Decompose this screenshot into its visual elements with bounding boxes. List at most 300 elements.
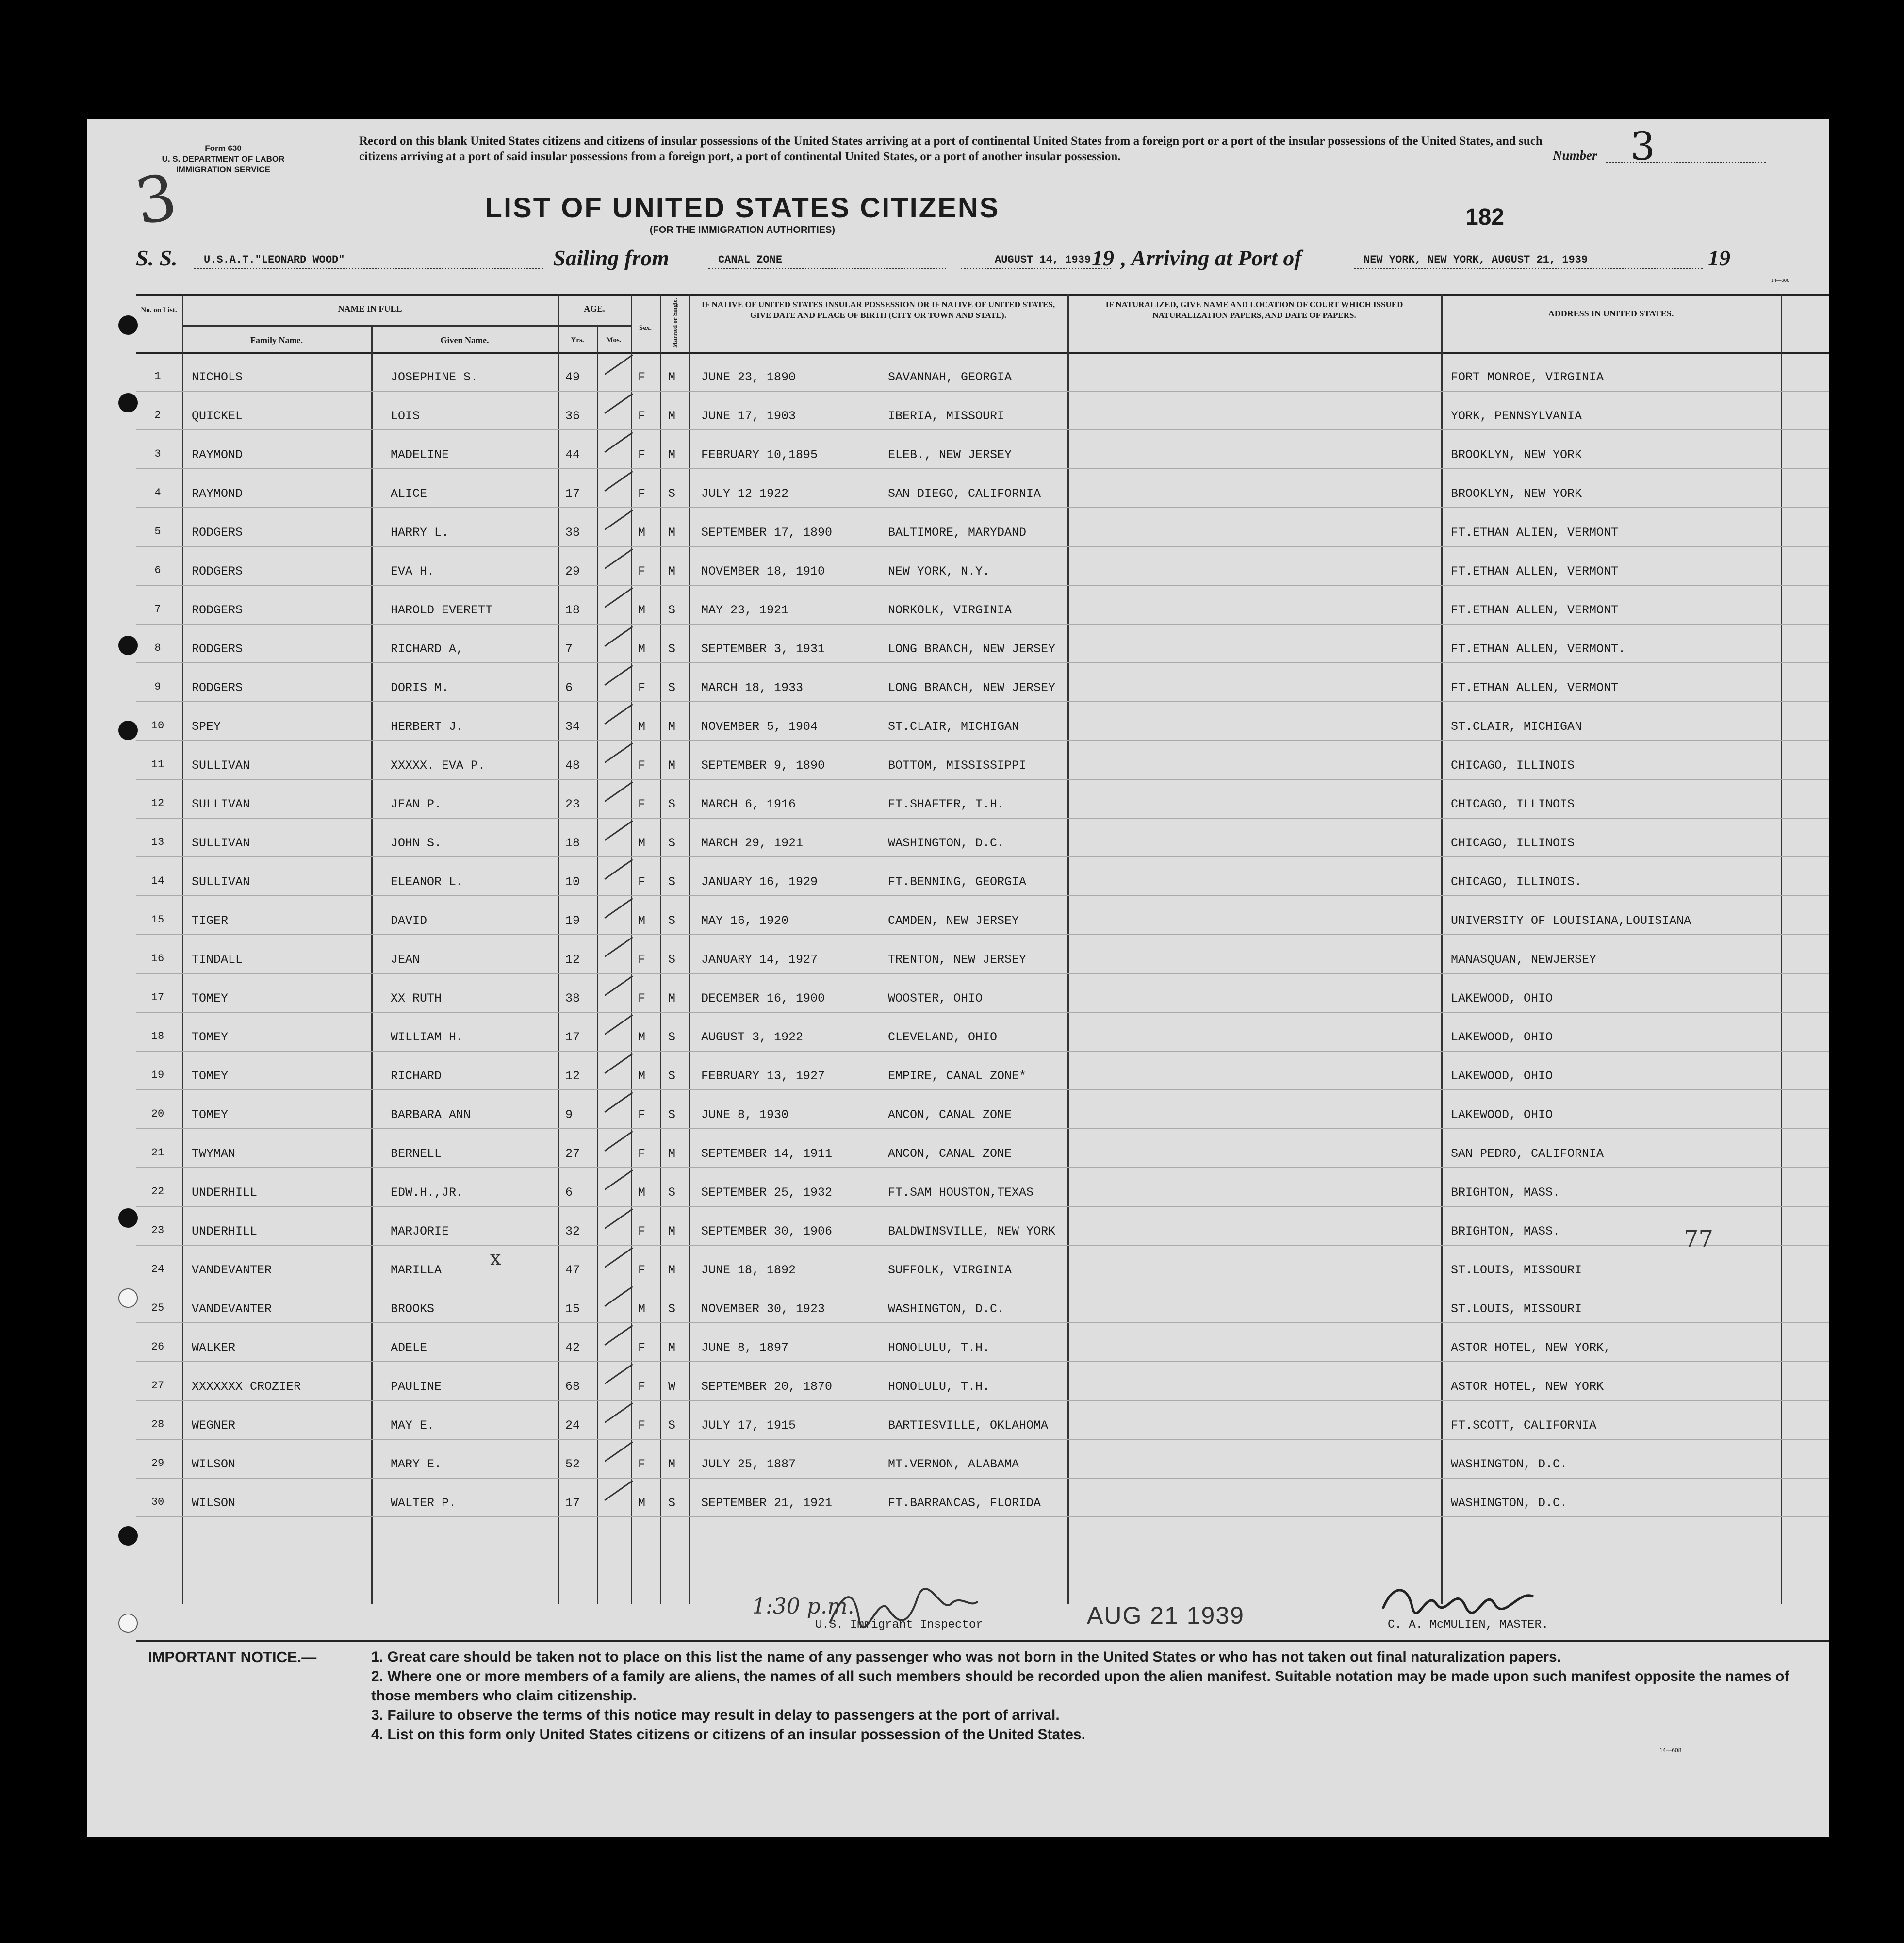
table-row [136, 1206, 1829, 1245]
check-mark-icon [604, 937, 633, 957]
row-number: 7 [154, 603, 161, 615]
birth-date: FEBRUARY 10,1895 [701, 448, 818, 462]
family-name: TIGER [192, 914, 229, 928]
page-title: LIST OF UNITED STATES CITIZENS [485, 192, 1000, 224]
row-number: 10 [151, 720, 164, 732]
us-address: WASHINGTON, D.C. [1451, 1457, 1568, 1471]
given-name: HAROLD EVERETT [391, 603, 493, 617]
punch-hole [118, 1614, 138, 1633]
sex: M [638, 603, 646, 617]
family-name: SULLIVAN [192, 758, 250, 773]
us-address: CHICAGO, ILLINOIS [1451, 836, 1575, 850]
table-row [136, 1284, 1829, 1322]
birth-date: SEPTEMBER 14, 1911 [701, 1147, 833, 1161]
family-name: SULLIVAN [192, 836, 250, 850]
birth-place: FT.BARRANCAS, FLORIDA [888, 1496, 1041, 1510]
table-row [136, 429, 1829, 468]
family-name: TOMEY [192, 991, 229, 1005]
table-row [136, 391, 1829, 429]
margin-note-77: 77 [1684, 1225, 1714, 1252]
master-signature-icon [1378, 1580, 1538, 1623]
check-mark-icon [604, 1247, 633, 1268]
sex: M [638, 1186, 646, 1200]
row-number: 18 [151, 1030, 164, 1042]
family-name: VANDEVANTER [192, 1302, 272, 1316]
table-row [136, 585, 1829, 624]
sex: M [638, 1302, 646, 1316]
family-name: TOMEY [192, 1108, 229, 1122]
table-row [136, 856, 1829, 895]
check-mark-icon [604, 1402, 633, 1423]
marital-status: M [668, 370, 676, 384]
birth-date: JULY 12 1922 [701, 487, 789, 501]
given-name: RICHARD [391, 1069, 442, 1083]
row-number: 15 [151, 914, 164, 926]
us-address: FT.ETHAN ALLEN, VERMONT [1451, 603, 1619, 617]
row-number: 4 [154, 487, 161, 499]
given-name: JEAN P. [391, 797, 442, 811]
marital-status: S [668, 1030, 676, 1044]
us-address: WASHINGTON, D.C. [1451, 1496, 1568, 1510]
sex: F [638, 1418, 646, 1433]
marital-status: M [668, 448, 676, 462]
birth-place: MT.VERNON, ALABAMA [888, 1457, 1019, 1471]
row-number: 23 [151, 1224, 164, 1236]
given-name: JOHN S. [391, 836, 442, 850]
family-name: WILSON [192, 1496, 236, 1510]
sailing-date: AUGUST 14, 1939 [961, 254, 1111, 269]
table-row [136, 701, 1829, 740]
us-address: FT.ETHAN ALLEN, VERMONT [1451, 564, 1619, 578]
family-name: SULLIVAN [192, 797, 250, 811]
check-mark-icon [604, 820, 633, 841]
punch-hole [118, 636, 138, 655]
sex: F [638, 875, 646, 889]
marital-status: M [668, 1457, 676, 1471]
age-years: 10 [565, 875, 580, 889]
arriving-label: , Arriving at Port of [1121, 246, 1302, 270]
table-row [136, 1051, 1829, 1089]
row-number: 16 [151, 953, 164, 965]
us-address: ST.LOUIS, MISSOURI [1451, 1302, 1582, 1316]
age-years: 44 [565, 448, 580, 462]
sex: F [638, 370, 646, 384]
notice-item-4: 4. List on this form only United States citizens or citizens of an insular possession of the United States. [371, 1727, 1085, 1743]
age-years: 36 [565, 409, 580, 423]
marital-status: S [668, 836, 676, 850]
family-name: WEGNER [192, 1418, 236, 1433]
us-address: FORT MONROE, VIRGINIA [1451, 370, 1604, 384]
birth-date: AUGUST 3, 1922 [701, 1030, 804, 1044]
notice-item-1: 1. Great care should be taken not to place on this list the name of any passenger who was not born in the United States or who has not taken out final naturalization papers. [371, 1649, 1561, 1665]
birth-place: NEW YORK, N.Y. [888, 564, 990, 578]
birth-date: SEPTEMBER 9, 1890 [701, 758, 825, 773]
row-number: 22 [151, 1186, 164, 1198]
punch-hole [118, 315, 138, 335]
check-mark-icon [604, 1169, 633, 1190]
sex: M [638, 642, 646, 656]
age-years: 24 [565, 1418, 580, 1433]
sex: F [638, 991, 646, 1005]
us-address: BROOKLYN, NEW YORK [1451, 448, 1582, 462]
birth-place: SUFFOLK, VIRGINIA [888, 1263, 1012, 1277]
arrival-port: NEW YORK, NEW YORK, AUGUST 21, 1939 [1354, 254, 1703, 269]
row-number: 28 [151, 1418, 164, 1431]
department: U. S. DEPARTMENT OF LABOR [162, 154, 285, 164]
birth-date: MARCH 6, 1916 [701, 797, 796, 811]
age-years: 48 [565, 758, 580, 773]
marital-status: S [668, 681, 676, 695]
birth-date: MARCH 18, 1933 [701, 681, 804, 695]
age-years: 29 [565, 564, 580, 578]
birth-date: MAY 23, 1921 [701, 603, 789, 617]
ship-name: U.S.A.T."LEONARD WOOD" [194, 254, 543, 269]
header-yrs: Yrs. [571, 336, 584, 344]
given-name: BERNELL [391, 1147, 442, 1161]
check-mark-icon [604, 742, 633, 763]
given-name: DORIS M. [391, 681, 449, 695]
birth-date: JULY 25, 1887 [701, 1457, 796, 1471]
signature-row [136, 1584, 1592, 1638]
birth-date: SEPTEMBER 25, 1932 [701, 1186, 833, 1200]
birth-place: LONG BRANCH, NEW JERSEY [888, 642, 1056, 656]
age-years: 18 [565, 603, 580, 617]
check-mark-icon [604, 1208, 633, 1229]
table-row [136, 1439, 1829, 1478]
us-address: ASTOR HOTEL, NEW YORK [1451, 1380, 1604, 1394]
row-number: 29 [151, 1457, 164, 1469]
age-years: 9 [565, 1108, 573, 1122]
marital-status: M [668, 1224, 676, 1238]
sex: F [638, 1341, 646, 1355]
age-years: 38 [565, 526, 580, 540]
table-row [136, 895, 1829, 934]
sex: M [638, 526, 646, 540]
birth-date: JANUARY 16, 1929 [701, 875, 818, 889]
page-subtitle: (FOR THE IMMIGRATION AUTHORITIES) [649, 225, 836, 235]
notice-item-3: 3. Failure to observe the terms of this notice may result in delay to passengers at the port of arrival. [371, 1707, 1060, 1723]
birth-date: NOVEMBER 30, 1923 [701, 1302, 825, 1316]
age-years: 52 [565, 1457, 580, 1471]
birth-place: BOTTOM, MISSISSIPPI [888, 758, 1027, 773]
marital-status: M [668, 991, 676, 1005]
marital-status: S [668, 797, 676, 811]
us-address: FT.SCOTT, CALIFORNIA [1451, 1418, 1597, 1433]
ship-line [136, 245, 1805, 274]
birth-date: JUNE 23, 1890 [701, 370, 796, 384]
family-name: WILSON [192, 1457, 236, 1471]
document-page [87, 119, 1829, 1837]
check-mark-icon [604, 1053, 633, 1074]
age-years: 12 [565, 953, 580, 967]
age-years: 38 [565, 991, 580, 1005]
form-number: Form 630 [205, 144, 242, 153]
sex: M [638, 1030, 646, 1044]
row-number: 27 [151, 1380, 164, 1392]
row-number: 20 [151, 1108, 164, 1120]
table-row [136, 352, 1829, 391]
birth-place: BALDWINSVILLE, NEW YORK [888, 1224, 1056, 1238]
family-name: WALKER [192, 1341, 236, 1355]
header-family: Family Name. [250, 335, 303, 345]
sex: M [638, 720, 646, 734]
row-number: 24 [151, 1263, 164, 1275]
row-number: 26 [151, 1341, 164, 1353]
row-number: 30 [151, 1496, 164, 1508]
inspector-label: U.S. Immigrant Inspector [815, 1618, 983, 1631]
row-number: 8 [154, 642, 161, 654]
birth-place: ELEB., NEW JERSEY [888, 448, 1012, 462]
sex: F [638, 1380, 646, 1394]
given-name: HERBERT J. [391, 720, 464, 734]
birth-date: JUNE 17, 1903 [701, 409, 796, 423]
given-name: BARBARA ANN [391, 1108, 471, 1122]
given-name: ADELE [391, 1341, 427, 1355]
birth-place: CAMDEN, NEW JERSEY [888, 914, 1019, 928]
handwritten-mark: 3 [130, 159, 182, 240]
time-note: 1:30 p.m. [752, 1594, 854, 1619]
table-row [136, 1322, 1829, 1361]
us-address: LAKEWOOD, OHIO [1451, 1069, 1553, 1083]
table-row [136, 546, 1829, 585]
birth-date: JUNE 8, 1897 [701, 1341, 789, 1355]
row-number: 1 [154, 370, 161, 382]
header-address: ADDRESS IN UNITED STATES. [1548, 309, 1674, 318]
row-number: 11 [151, 758, 164, 771]
birth-place: ST.CLAIR, MICHIGAN [888, 720, 1019, 734]
age-years: 49 [565, 370, 580, 384]
marital-status: S [668, 914, 676, 928]
header-sex: Sex. [639, 324, 652, 332]
table-row [136, 507, 1829, 546]
table-row [136, 1478, 1829, 1516]
check-mark-icon [604, 432, 633, 453]
age-years: 68 [565, 1380, 580, 1394]
birth-place: TRENTON, NEW JERSEY [888, 953, 1027, 967]
family-name: QUICKEL [192, 409, 243, 423]
birth-date: SEPTEMBER 3, 1931 [701, 642, 825, 656]
birth-date: JANUARY 14, 1927 [701, 953, 818, 967]
given-name: BROOKS [391, 1302, 435, 1316]
sex: M [638, 1496, 646, 1510]
punch-hole [118, 721, 138, 740]
birth-date: MAY 16, 1920 [701, 914, 789, 928]
birth-date: SEPTEMBER 30, 1906 [701, 1224, 833, 1238]
check-mark-icon [604, 781, 633, 802]
table-row [136, 624, 1829, 662]
given-name: XXXXX. EVA P. [391, 758, 486, 773]
header-mos: Mos. [606, 336, 622, 344]
birth-place: FT.SHAFTER, T.H. [888, 797, 1005, 811]
us-address: BROOKLYN, NEW YORK [1451, 487, 1582, 501]
row-number: 21 [151, 1147, 164, 1159]
birth-place: ANCON, CANAL ZONE [888, 1147, 1012, 1161]
age-years: 15 [565, 1302, 580, 1316]
family-name: NICHOLS [192, 370, 243, 384]
marital-status: M [668, 720, 676, 734]
given-name: WALTER P. [391, 1496, 457, 1510]
given-name: JOSEPHINE S. [391, 370, 478, 384]
us-address: MANASQUAN, NEWJERSEY [1451, 953, 1597, 967]
check-mark-icon [604, 626, 633, 647]
family-name: RAYMOND [192, 448, 243, 462]
row-number: 2 [154, 409, 161, 421]
given-name: MARILLA [391, 1263, 442, 1277]
marital-status: M [668, 1341, 676, 1355]
table-row [136, 818, 1829, 856]
us-address: LAKEWOOD, OHIO [1451, 1030, 1553, 1044]
age-years: 12 [565, 1069, 580, 1083]
year-suffix: 19 [1092, 246, 1114, 270]
subheader-rule [182, 325, 631, 327]
birth-place: SAN DIEGO, CALIFORNIA [888, 487, 1041, 501]
birth-place: BARTIESVILLE, OKLAHOMA [888, 1418, 1049, 1433]
age-years: 17 [565, 487, 580, 501]
header-note: Record on this blank United States citizens and citizens of insular possessions of the United States arriving at a port of continental United States from a foreign port or a port of the insular possessions of the United States, and such citizens arriving at a port of said insular possessions from a foreign port, a port of continental United States, or a port of another insular possession. [359, 134, 1543, 163]
sex: F [638, 487, 646, 501]
birth-place: LONG BRANCH, NEW JERSEY [888, 681, 1056, 695]
check-mark-icon [604, 548, 633, 569]
us-address: UNIVERSITY OF LOUISIANA,LOUISIANA [1451, 914, 1691, 928]
birth-place: HONOLULU, T.H. [888, 1341, 990, 1355]
birth-place: FT.SAM HOUSTON,TEXAS [888, 1186, 1034, 1200]
marital-status: S [668, 1302, 676, 1316]
age-years: 6 [565, 1186, 573, 1200]
age-years: 27 [565, 1147, 580, 1161]
table-row [136, 740, 1829, 779]
header-name-in-full: NAME IN FULL [338, 304, 402, 313]
marital-status: S [668, 1069, 676, 1083]
sex: F [638, 1457, 646, 1471]
sex: F [638, 681, 646, 695]
family-name: RODGERS [192, 564, 243, 578]
punch-hole [118, 393, 138, 412]
given-name: RICHARD A, [391, 642, 464, 656]
age-years: 34 [565, 720, 580, 734]
citizens-table [136, 294, 1829, 1604]
number-value: 3 [1630, 124, 1655, 169]
table-row [136, 1245, 1829, 1284]
marital-status: M [668, 564, 676, 578]
birth-place: HONOLULU, T.H. [888, 1380, 990, 1394]
marital-status: S [668, 603, 676, 617]
row-number: 19 [151, 1069, 164, 1081]
table-top-rule [136, 294, 1829, 296]
birth-place: IBERIA, MISSOURI [888, 409, 1005, 423]
check-mark-icon [604, 975, 633, 996]
sex: M [638, 836, 646, 850]
check-mark-icon [604, 1480, 633, 1501]
marital-status: S [668, 1496, 676, 1510]
birth-date: SEPTEMBER 20, 1870 [701, 1380, 833, 1394]
row-number: 13 [151, 836, 164, 848]
table-row [136, 1167, 1829, 1206]
inspector-signature-icon [825, 1580, 980, 1638]
marital-status: W [668, 1380, 676, 1394]
given-name: ALICE [391, 487, 427, 501]
row-number: 6 [154, 564, 161, 576]
us-address: CHICAGO, ILLINOIS [1451, 797, 1575, 811]
header-birth: IF NATIVE OF UNITED STATES INSULAR POSSESSION OR IF NATIVE OF UNITED STATES, GIVE DATE AND PLACE OF BIRTH (CITY OR TOWN AND STATE). [701, 300, 1055, 320]
sailing-from: CANAL ZONE [708, 254, 946, 269]
given-name: MAY E. [391, 1418, 435, 1433]
family-name: UNDERHILL [192, 1186, 258, 1200]
check-mark-icon [604, 587, 633, 608]
marital-status: M [668, 409, 676, 423]
reference-number: 182 [1465, 204, 1505, 230]
marital-status: M [668, 758, 676, 773]
family-name: UNDERHILL [192, 1224, 258, 1238]
check-mark-icon [604, 471, 633, 492]
table-row [136, 1361, 1829, 1400]
us-address: LAKEWOOD, OHIO [1451, 1108, 1553, 1122]
us-address: ST.CLAIR, MICHIGAN [1451, 720, 1582, 734]
row-number: 5 [154, 526, 161, 538]
header-no: No. on List. [141, 306, 177, 314]
notice-heading: IMPORTANT NOTICE.— [148, 1648, 317, 1665]
birth-date: SEPTEMBER 21, 1921 [701, 1496, 833, 1510]
given-name: LOIS [391, 409, 420, 423]
sex: F [638, 409, 646, 423]
marital-status: S [668, 1108, 676, 1122]
birth-place: CLEVELAND, OHIO [888, 1030, 998, 1044]
us-address: FT.ETHAN ALLEN, VERMONT [1451, 681, 1619, 695]
check-mark-icon [604, 665, 633, 686]
table-bottom-rule [136, 1640, 1829, 1642]
birth-place: SAVANNAH, GEORGIA [888, 370, 1012, 384]
age-years: 47 [565, 1263, 580, 1277]
check-mark-icon [604, 1286, 633, 1307]
family-name: TWYMAN [192, 1147, 236, 1161]
notice-item-2: 2. Where one or more members of a family are aliens, the names of all such members should be recorded upon the alien manifest. Suitable notation may be made upon such manifest opposite the names of those members who claim citizenship. [371, 1668, 1789, 1704]
family-name: RODGERS [192, 681, 243, 695]
header-given: Given Name. [440, 335, 489, 345]
age-years: 7 [565, 642, 573, 656]
family-name: RAYMOND [192, 487, 243, 501]
header-naturalized: IF NATURALIZED, GIVE NAME AND LOCATION OF COURT WHICH ISSUED NATURALIZATION PAPERS, AND DATE OF PAPERS. [1105, 300, 1403, 320]
marital-status: S [668, 642, 676, 656]
birth-place: WOOSTER, OHIO [888, 991, 983, 1005]
birth-place: ANCON, CANAL ZONE [888, 1108, 1012, 1122]
sex: F [638, 1147, 646, 1161]
date-stamp: AUG 21 1939 [1087, 1602, 1245, 1629]
birth-place: EMPIRE, CANAL ZONE* [888, 1069, 1027, 1083]
given-name: PAULINE [391, 1380, 442, 1394]
birth-date: SEPTEMBER 17, 1890 [701, 526, 833, 540]
family-name: SULLIVAN [192, 875, 250, 889]
row-number: 14 [151, 875, 164, 887]
table-row [136, 973, 1829, 1012]
row-rule [136, 1516, 1829, 1517]
birth-place: BALTIMORE, MARYDAND [888, 526, 1027, 540]
age-years: 23 [565, 797, 580, 811]
check-mark-icon [604, 510, 633, 530]
row-number: 3 [154, 448, 161, 460]
marital-status: S [668, 487, 676, 501]
age-years: 18 [565, 836, 580, 850]
birth-place: NORKOLK, VIRGINIA [888, 603, 1012, 617]
family-name: TOMEY [192, 1069, 229, 1083]
table-row [136, 468, 1829, 507]
marital-status: M [668, 526, 676, 540]
sex: F [638, 1224, 646, 1238]
birth-date: NOVEMBER 5, 1904 [701, 720, 818, 734]
family-name: VANDEVANTER [192, 1263, 272, 1277]
sailing-label: Sailing from [553, 246, 670, 270]
table-row [136, 1128, 1829, 1167]
sex: F [638, 953, 646, 967]
birth-date: JUNE 8, 1930 [701, 1108, 789, 1122]
